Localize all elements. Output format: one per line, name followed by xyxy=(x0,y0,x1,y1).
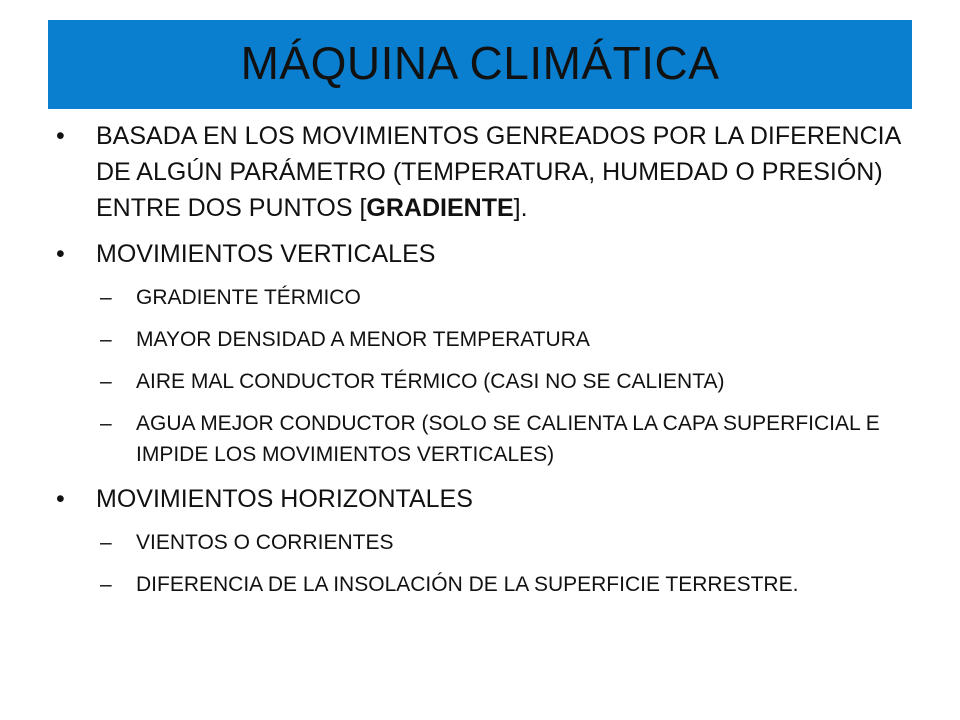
dash-icon: – xyxy=(100,412,112,435)
dash-icon: – xyxy=(100,370,112,393)
sub-item xyxy=(56,408,918,470)
sub-item xyxy=(56,282,918,313)
title-bar xyxy=(48,20,912,109)
sub-item xyxy=(56,527,918,558)
sub-item-text: MAYOR DENSIDAD A MENOR TEMPERATURA xyxy=(136,328,590,351)
bullet-text-after: ]. xyxy=(513,194,528,222)
bullet-icon: • xyxy=(56,240,65,268)
slide-content xyxy=(56,118,918,611)
sub-item xyxy=(56,366,918,397)
bullet-icon: • xyxy=(56,122,65,150)
sub-item xyxy=(56,324,918,355)
sub-item-text: GRADIENTE TÉRMICO xyxy=(136,286,361,309)
bullet-item-2 xyxy=(56,236,918,272)
bullet-text: MOVIMIENTOS HORIZONTALES xyxy=(96,485,473,513)
dash-icon: – xyxy=(100,328,112,351)
sub-item-text: AIRE MAL CONDUCTOR TÉRMICO (CASI NO SE CALIENTA) xyxy=(136,370,725,393)
bullet-bold-term: GRADIENTE xyxy=(366,194,514,222)
dash-icon: – xyxy=(100,286,112,309)
sub-item-text: VIENTOS O CORRIENTES xyxy=(136,531,394,554)
bullet-item-1 xyxy=(56,118,918,226)
sub-item-text: DIFERENCIA DE LA INSOLACIÓN DE LA SUPERFICIE TERRESTRE. xyxy=(136,573,799,596)
bullet-icon: • xyxy=(56,485,65,513)
slide-title: MÁQUINA CLIMÁTICA xyxy=(240,37,720,89)
sub-item-text: AGUA MEJOR CONDUCTOR (SOLO SE CALIENTA LA CAPA SUPERFICIAL E IMPIDE LOS MOVIMIENTOS VERTICALES) xyxy=(136,412,880,466)
dash-icon: – xyxy=(100,573,112,596)
bullet-text: MOVIMIENTOS VERTICALES xyxy=(96,240,436,268)
dash-icon: – xyxy=(100,531,112,554)
bullet-text-before: BASADA EN LOS MOVIMIENTOS GENREADOS POR LA DIFERENCIA DE ALGÚN PARÁMETRO (TEMPERATURA, HUMEDAD O PRESIÓN) ENTRE DOS PUNTOS [ xyxy=(96,122,900,222)
sub-item xyxy=(56,569,918,600)
bullet-item-3 xyxy=(56,481,918,517)
